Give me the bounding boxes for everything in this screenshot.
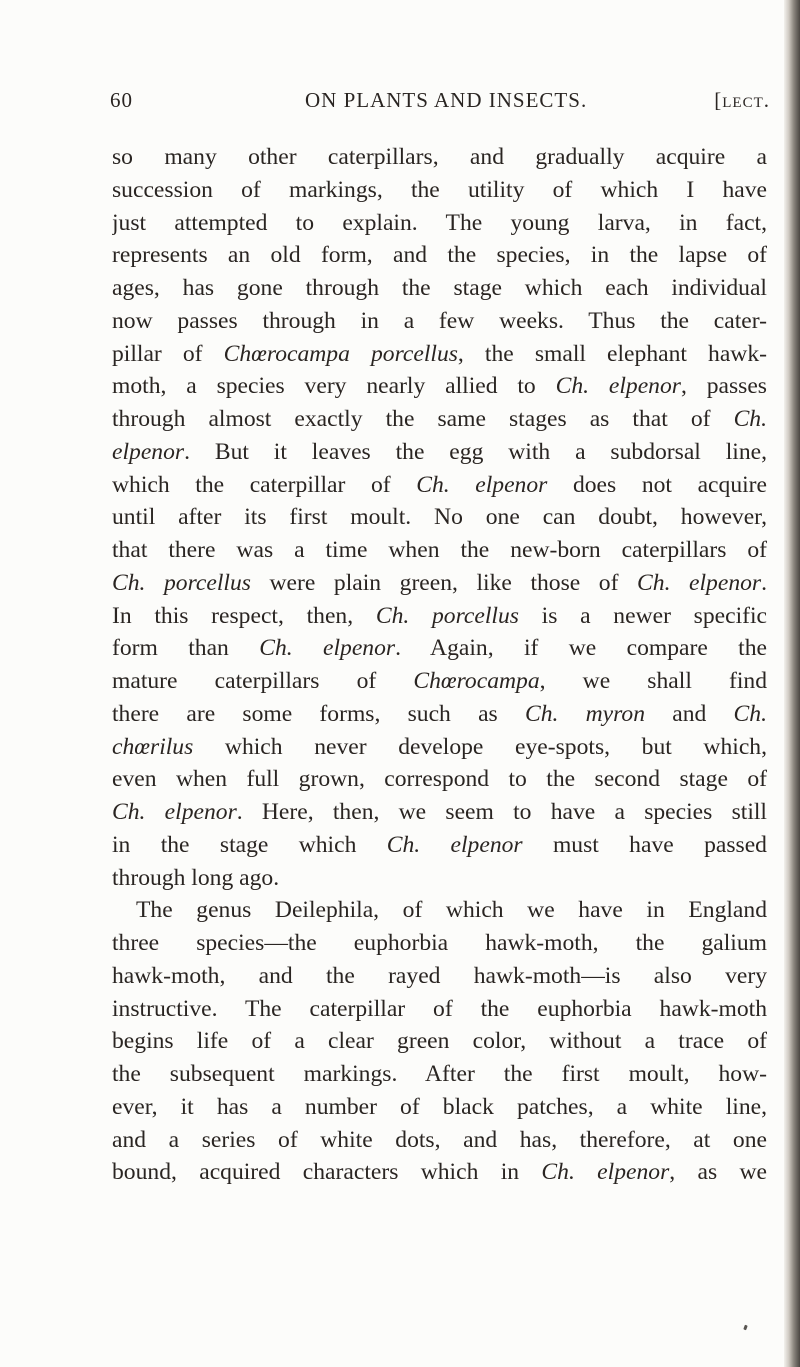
text-line: there are some forms, such as Ch. myron and Ch. bbox=[112, 700, 767, 727]
italic-term: Ch. myron bbox=[524, 700, 646, 727]
ink-speck bbox=[743, 1325, 748, 1331]
text-line: elpenor. But it leaves the egg with a subdorsal line, bbox=[112, 438, 767, 465]
italic-term: Ch. bbox=[733, 700, 767, 727]
text-line: instructive. The caterpillar of the euphorbia hawk-moth bbox=[112, 995, 767, 1022]
running-title: ON PLANTS AND INSECTS. bbox=[305, 88, 588, 112]
text-line: that there was a time when the new-born caterpillars of bbox=[112, 537, 767, 563]
text-line: Ch. elpenor. Here, then, we seem to have a species still bbox=[112, 799, 767, 825]
italic-term: Ch. porcellus bbox=[375, 602, 519, 629]
text-line: chœrilus which never develope eye-spots, but which, bbox=[112, 733, 767, 760]
italic-term: Ch. porcellus bbox=[112, 569, 251, 596]
text-line: pillar of Chœrocampa porcellus, the small elephant hawk- bbox=[112, 340, 767, 367]
italic-term: elpenor bbox=[112, 438, 185, 465]
text-line: through almost exactly the same stages as that of Ch. bbox=[112, 406, 767, 432]
text-line: Ch. porcellus were plain green, like those of Ch. elpenor. bbox=[112, 569, 767, 596]
text-line: mature caterpillars of Chœrocampa, we shall find bbox=[112, 668, 767, 694]
text-line: bound, acquired characters which in Ch. elpenor, as we bbox=[112, 1159, 767, 1186]
italic-term: chœrilus bbox=[112, 733, 194, 760]
text-line: moth, a species very nearly allied to Ch. elpenor, passes bbox=[112, 373, 767, 400]
text-line: in the stage which Ch. elpenor must have passed bbox=[112, 831, 767, 858]
italic-term: Ch. elpenor bbox=[541, 1159, 670, 1186]
text-line: which the caterpillar of Ch. elpenor does not acquire bbox=[112, 471, 767, 498]
italic-term: Ch. elpenor bbox=[555, 373, 681, 400]
text-line: The genus Deilephila, of which we have in England bbox=[136, 897, 767, 924]
page-edge-shadow bbox=[784, 0, 800, 1367]
text-line: even when full grown, correspond to the second stage of bbox=[112, 766, 767, 793]
text-line: now passes through in a few weeks. Thus the cater- bbox=[112, 307, 767, 334]
text-line: the subsequent markings. After the first moult, how- bbox=[112, 1061, 767, 1087]
italic-term: Ch. elpenor bbox=[386, 831, 523, 858]
body-text bbox=[112, 141, 767, 1189]
text-line: ever, it has a number of black patches, a white line, bbox=[112, 1093, 767, 1120]
text-line: until after its first moult. No one can doubt, however, bbox=[112, 504, 767, 531]
italic-term: Ch. bbox=[733, 406, 767, 432]
italic-term: Chœrocampa porcellus bbox=[223, 340, 458, 367]
lecture-label: [lect. bbox=[714, 88, 770, 112]
text-line: through long ago. bbox=[112, 864, 280, 891]
text-line: so many other caterpillars, and gradually acquire a bbox=[112, 144, 767, 170]
italic-term: Chœrocampa bbox=[413, 668, 540, 694]
page-number: 60 bbox=[110, 88, 133, 112]
text-line: ages, has gone through the stage which each individual bbox=[112, 275, 767, 301]
text-line: form than Ch. elpenor. Again, if we compare the bbox=[112, 635, 767, 662]
text-line: succession of markings, the utility of which I have bbox=[112, 176, 767, 203]
text-line: three species—the euphorbia hawk-moth, the galium bbox=[112, 930, 767, 956]
text-line: begins life of a clear green color, without a trace of bbox=[112, 1028, 767, 1055]
text-line: just attempted to explain. The young larva, in fact, bbox=[112, 209, 767, 236]
italic-term: Ch. elpenor bbox=[259, 635, 396, 662]
text-line: hawk-moth, and the rayed hawk-moth—is also very bbox=[112, 962, 767, 989]
italic-term: Ch. elpenor bbox=[637, 569, 762, 596]
italic-term: Ch. elpenor bbox=[416, 471, 548, 498]
text-line: In this respect, then, Ch. porcellus is a newer specific bbox=[112, 602, 767, 629]
page-header bbox=[110, 88, 770, 118]
text-line: and a series of white dots, and has, therefore, at one bbox=[112, 1126, 767, 1153]
text-line: represents an old form, and the species, in the lapse of bbox=[112, 242, 767, 269]
italic-term: Ch. elpenor bbox=[112, 799, 237, 825]
